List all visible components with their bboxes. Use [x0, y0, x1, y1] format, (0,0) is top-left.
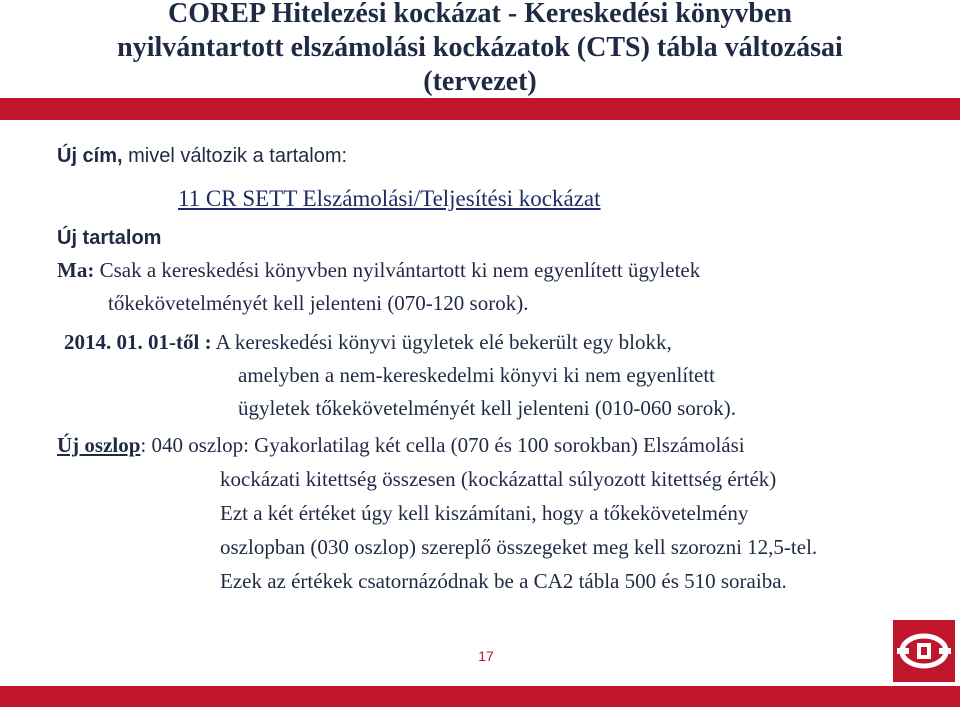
ma-line-1 — [57, 256, 700, 284]
ma-line-2: tőkekövetelményét kell jelenteni (070-120 sorok). — [108, 291, 529, 315]
ma-label: Ma: — [57, 258, 95, 282]
new-title-label: Új cím, — [57, 145, 123, 167]
date-line-2: amelyben a nem-kereskedelmi könyvi ki nem egyenlített — [238, 363, 716, 387]
bank-logo-graphic — [893, 620, 955, 682]
new-col-line-3: Ezt a két értéket úgy kell kiszámítani, hogy a tőkekövetelmény — [220, 501, 749, 525]
date-label: 2014. 01. 01-től : — [64, 330, 212, 354]
top-accent-bar — [0, 98, 960, 120]
slide-title-line-3: (tervezet) — [423, 66, 537, 97]
new-col-line-1 — [57, 431, 745, 459]
new-col-line-2: kockázati kitettség összesen (kockázattal súlyozott kitettség érték) — [220, 467, 777, 491]
new-title-text: mivel változik a tartalom: — [122, 145, 348, 167]
date-line-1 — [64, 328, 672, 356]
new-col-line-4: oszlopban (030 oszlop) szereplő összegeket meg kell szorozni 12,5-tel. — [220, 535, 818, 559]
bank-logo-icon — [893, 620, 955, 682]
new-title-line — [57, 142, 347, 170]
date-line-3: ügyletek tőkekövetelményét kell jelenteni (010-060 sorok). — [238, 396, 737, 420]
ma-text-1: Csak a kereskedési könyvben nyilvántartott ki nem egyenlített ügyletek — [94, 258, 701, 282]
new-col-line-5: Ezek az értékek csatornázódnak be a CA2 tábla 500 és 510 soraiba. — [220, 569, 787, 593]
table-name-heading: 11 CR SETT Elszámolási/Teljesítési kockázat — [178, 186, 601, 211]
bottom-accent-bar — [0, 686, 960, 707]
page-number: 17 — [478, 648, 494, 664]
slide-title-line-2: nyilvántartott elszámolási kockázatok (CTS) tábla változásai — [117, 32, 843, 63]
new-content-label: Új tartalom — [57, 227, 162, 249]
slide-title-line-1: COREP Hitelezési kockázat - Kereskedési könyvben — [168, 0, 792, 29]
new-col-text-1: : 040 oszlop: Gyakorlatilag két cella (070 és 100 sorokban) Elszámolási — [140, 433, 745, 457]
new-col-label: Új oszlop — [57, 433, 141, 457]
date-text-1: A kereskedési könyvi ügyletek elé bekerült egy blokk, — [211, 330, 672, 354]
